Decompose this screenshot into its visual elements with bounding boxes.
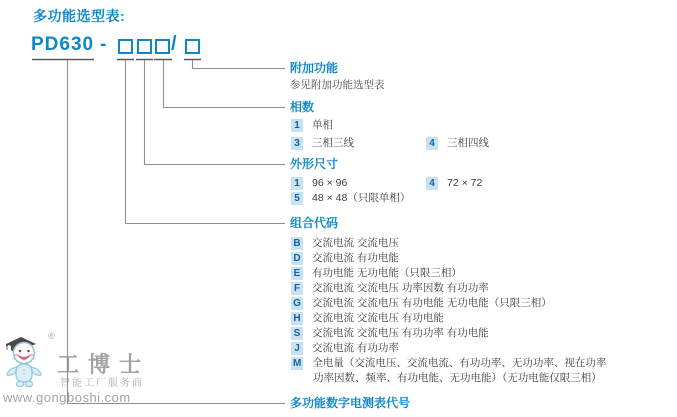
combo-option-M-line2: 功率因数、频率、有功电能、无功电能）（无功电能仅限三相） [313,371,602,384]
section-label-phase: 相数 [290,100,315,114]
combo-option-G: G 交流电流 交流电压 有功电能 无功电能（只限三相） [291,297,552,310]
page-title: 多功能选型表: [33,8,126,24]
combo-option-D: D 交流电流 有功电能 [291,252,399,265]
combo-option-F: F 交流电流 交流电压 功率因数 有功功率 [291,282,489,295]
phase-option-1: 1 单相 [291,119,333,132]
model-digit-box-2 [137,39,152,54]
combo-option-E: E 有功电能 无功电能（只限三相） [291,267,462,280]
section-label-size: 外形尺寸 [290,157,339,171]
model-prefix: PD630 [31,34,95,55]
option-code-badge: 1 [291,177,303,190]
model-digit-box-3 [155,39,170,54]
model-digit-box-4 [185,39,200,54]
model-dash: - [100,34,107,55]
phase-option-4: 4 三相四线 [426,137,489,150]
size-option-1: 1 96 × 96 [291,177,347,190]
model-digit-box-1 [118,39,133,54]
section-label-meter-code: 多功能数字电测表代号 [290,396,411,410]
option-code-badge: 4 [426,177,438,190]
option-code-badge: 4 [426,137,438,150]
option-code-badge: J [291,342,303,355]
option-code-badge: 1 [291,119,303,132]
section-label-additional-functions: 附加功能 [290,61,339,75]
combo-option-H: H 交流电流 交流电压 有功电能 [291,312,444,325]
option-code-badge: 5 [291,192,303,205]
registered-mark: ® [48,331,55,341]
combo-option-B: B 交流电流 交流电压 [291,237,399,250]
model-slash: / [171,33,177,55]
size-option-5: 5 48 × 48（只限单相） [291,192,410,205]
watermark-brand: 工博士 [57,352,151,377]
option-code-badge: H [291,312,303,325]
watermark-tagline: 智能工厂服务商 [60,378,144,389]
option-code-badge: 3 [291,137,303,150]
mascot-icon [3,334,51,392]
phase-option-3: 3 三相三线 [291,137,354,150]
option-code-badge: D [291,252,303,265]
size-option-4: 4 72 × 72 [426,177,482,190]
combo-option-S: S 交流电流 交流电压 有功功率 有功电能 [291,327,489,340]
combo-option-M: M 全电量（交流电压、交流电流、有功功率、无功功率、视在功率 [293,356,607,369]
combo-option-J: J 交流电流 有功功率 [291,342,399,355]
option-code-badge: F [291,282,303,295]
section-label-combo: 组合代码 [290,216,339,230]
option-code-badge: M [293,357,302,369]
option-code-badge: B [291,237,303,250]
watermark-url: www.gongboshi.com [3,390,131,405]
option-code-badge: G [291,297,303,310]
option-code-badge: S [291,327,303,340]
additional-functions-note: 参见附加功能选型表 [290,79,385,91]
option-code-badge: E [291,267,303,280]
